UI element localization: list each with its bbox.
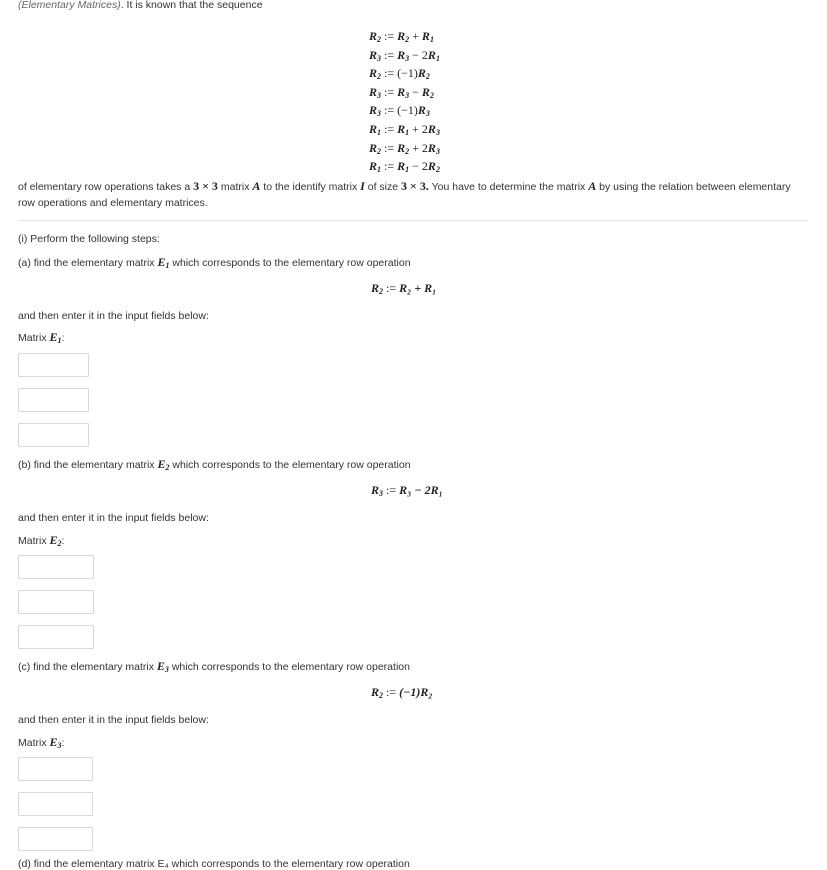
matrix-e-subscript: 3 <box>164 665 169 674</box>
part-i-heading: (i) Perform the following steps: <box>18 233 160 245</box>
problem-tag: (Elementary Matrices) <box>18 0 121 11</box>
desc-text: row operations and elementary matrices. <box>18 197 208 209</box>
desc-text: of size <box>364 181 402 193</box>
matrix-e3-row-2-input[interactable] <box>18 792 93 816</box>
step-b-instruction <box>18 457 411 472</box>
op-lhs-subscript: 3 <box>379 489 384 498</box>
matrix-e-symbol: E <box>156 659 165 673</box>
matrix-e-subscript: 2 <box>57 539 62 548</box>
step-c-instruction <box>18 659 410 674</box>
step-a-operation: $R_2$ := R₂ + R₁ <box>371 281 437 296</box>
step-text: which corresponds to the elementary row operation <box>168 661 410 673</box>
step-text: (c) find the elementary matrix <box>18 661 157 673</box>
desc-text: by using the relation between elementary <box>596 181 791 193</box>
label-text: Matrix <box>18 332 50 344</box>
matrix-e-symbol: E <box>157 255 166 269</box>
matrix-e-subscript: 2 <box>165 463 170 472</box>
colon: : <box>61 737 65 749</box>
matrix-e-symbol: E <box>49 330 58 344</box>
step-a-instruction <box>18 255 411 270</box>
op-lhs-subscript: 2 <box>379 691 384 700</box>
op-rhs: R₃ − 2R₁ <box>399 483 443 497</box>
matrix-e2-row-1-input[interactable] <box>18 555 94 579</box>
section-divider <box>18 220 808 221</box>
label-text: Matrix <box>18 535 50 547</box>
step-text: (b) find the elementary matrix <box>18 459 158 471</box>
step-text: which corresponds to the elementary row operation <box>169 459 411 471</box>
matrix-e1-row-2-input[interactable] <box>18 388 89 412</box>
step-d-instruction-cut: (d) find the elementary matrix E₄ which corresponds to the elementary row operation <box>18 858 410 870</box>
op-rhs: R₂ + R₁ <box>399 281 437 295</box>
label-text: Matrix <box>18 737 50 749</box>
desc-text: to the identify matrix <box>260 181 361 193</box>
row-operation-1: $R_2$ := $R_2 + R_1$ <box>369 29 434 44</box>
matrix-e2-row-3-input[interactable] <box>18 625 94 649</box>
matrix-e-symbol: E <box>49 533 58 547</box>
matrix-a-symbol: A <box>588 179 597 193</box>
row-operation-sequence <box>369 27 440 176</box>
size-3x3: 3 × 3 <box>193 179 218 193</box>
row-operation-3: $R_2$ := $(-1)R_2$ <box>369 66 430 82</box>
matrix-i-symbol: I <box>360 179 365 193</box>
colon: : <box>61 535 65 547</box>
row-operation-5: $R_3$ := $(-1)R_3$ <box>369 103 430 119</box>
row-operation-4: $R_3$ := $R_3 - R_2$ <box>369 84 434 100</box>
matrix-e-symbol: E <box>157 457 166 471</box>
row-operation-7: $R_2$ := $R_2 + 2R_3$ <box>369 140 440 156</box>
step-b-enter-text: and then enter it in the input fields below: <box>18 512 209 524</box>
step-text: which corresponds to the elementary row operation <box>169 257 411 269</box>
matrix-e2-row-2-input[interactable] <box>18 590 94 614</box>
intro-line <box>18 0 263 11</box>
step-text: (a) find the elementary matrix <box>18 257 158 269</box>
matrix-e-subscript: 1 <box>165 261 170 270</box>
row-operation-2: $R_3$ := $R_3 - 2R_1$ <box>369 47 440 63</box>
op-lhs-subscript: 2 <box>379 287 384 296</box>
step-c-enter-text: and then enter it in the input fields below: <box>18 714 209 726</box>
size-3x3: 3 × 3. <box>401 179 429 193</box>
row-operation-6: $R_1$ := $R_1 + 2R_3$ <box>369 121 440 137</box>
desc-text: You have to determine the matrix <box>428 181 589 193</box>
matrix-e1-label <box>18 330 64 345</box>
row-operation-8: $R_1$ := $R_1 - 2R_2$ <box>369 159 440 175</box>
matrix-e3-row-1-input[interactable] <box>18 757 93 781</box>
matrix-e-symbol: E <box>49 735 58 749</box>
matrix-e-subscript: 1 <box>57 336 62 345</box>
colon: : <box>61 332 65 344</box>
matrix-e-subscript: 3 <box>57 741 62 750</box>
matrix-e3-label <box>18 735 64 750</box>
matrix-e3-row-3-input[interactable] <box>18 827 93 851</box>
step-c-operation: $R_2$ := (−1)R₂ <box>371 685 433 700</box>
desc-text: matrix <box>217 181 253 193</box>
problem-description <box>18 178 808 211</box>
matrix-e1-row-3-input[interactable] <box>18 423 89 447</box>
step-a-enter-text: and then enter it in the input fields below: <box>18 310 209 322</box>
intro-text: . It is known that the sequence <box>120 0 263 11</box>
step-b-operation: $R_3$ := R₃ − 2R₁ <box>371 483 443 498</box>
matrix-e2-label <box>18 533 64 548</box>
matrix-e1-row-1-input[interactable] <box>18 353 89 377</box>
op-rhs: (−1)R₂ <box>399 685 433 699</box>
matrix-a-symbol: A <box>252 179 261 193</box>
desc-text: of elementary row operations takes a <box>18 181 194 193</box>
